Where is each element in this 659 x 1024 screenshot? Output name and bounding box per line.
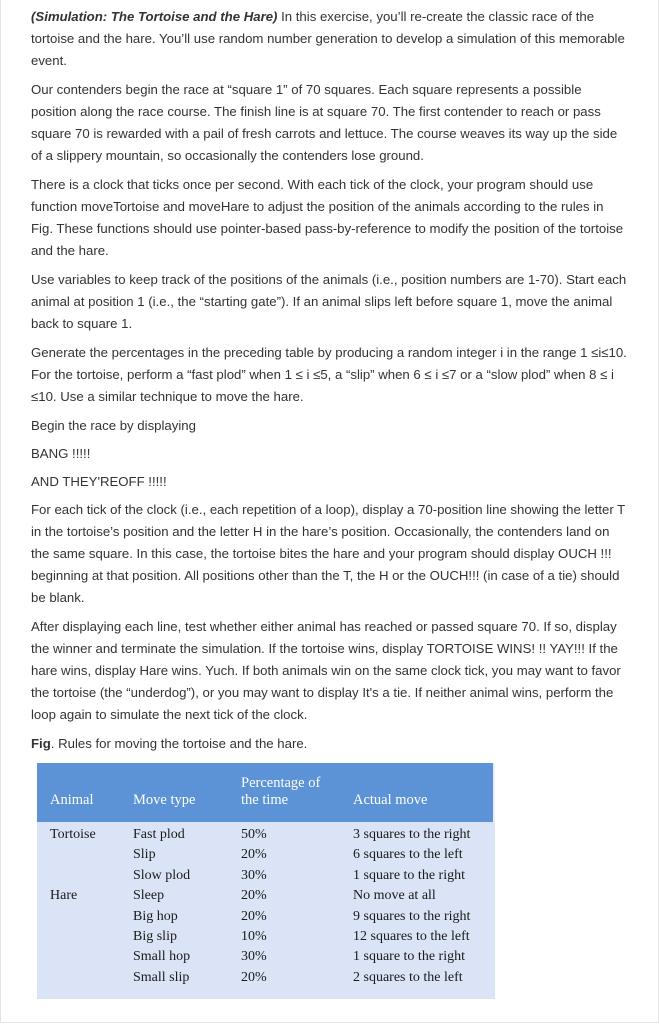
percentage-cell: 20% xyxy=(241,969,267,985)
intro-text: In this exercise, you’ll re-create the classic race of the tortoise and the hare. You’ll use random number generation to develop a simulation of this memorable event. xyxy=(31,9,625,68)
actual-move-cell: No move at all xyxy=(353,888,436,904)
header-actual-move: Actual move xyxy=(353,792,428,808)
animal-hare: Hare xyxy=(50,888,78,903)
tick-paragraph: For each tick of the clock (i.e., each repetition of a loop), display a 70-position line showing the letter T in the tortoise’s position and the letter H in the hare’s position. Occasionally, the contenders land on the same square. In this case, the tortoise bites the hare and your program should display OUCH !!! beginning at that position. All positions other than the T, the H or the OUCH!!! (in case of a tie) should be blank. xyxy=(31,502,626,605)
clock-paragraph: There is a clock that ticks once per second. With each tick of the clock, your program should use function moveTortoise and moveHare to adjust the position of the animals according to the rules in Fig. These functions should use pointer-based pass-by-reference to modify the position of the tortoise and the hare. xyxy=(31,177,624,258)
percentage-cell: 20% xyxy=(241,888,267,904)
move-type-column xyxy=(133,825,190,988)
percentages-paragraph: Generate the percentages in the preceding table by producing a random integer i in the range 1 ≤i≤10. For the tortoise, perform a “fast plod” when 1 ≤ i ≤5, a “slip” when 6 ≤ i ≤7 or a “slow plod” when 8 ≤ i ≤10. Use a similar technique to move the hare. xyxy=(31,345,627,404)
intro-paragraph xyxy=(31,6,629,72)
percentage-cell: 10% xyxy=(241,929,267,945)
actual-move-column xyxy=(353,825,470,988)
exercise-title: (Simulation: The Tortoise and the Hare) xyxy=(31,9,278,24)
move-type-cell: Slip xyxy=(133,847,156,863)
actual-move-cell: 12 squares to the left xyxy=(353,929,470,945)
header-move-type: Move type xyxy=(133,792,196,808)
header-percentage-line1: Percentage of xyxy=(241,775,321,791)
exercise-text xyxy=(31,6,629,762)
percentage-cell: 20% xyxy=(241,908,267,924)
winner-paragraph: After displaying each line, test whether either animal has reached or passed square 70. If so, display the winner and terminate the simulation. If the tortoise wins, display TORTOISE WINS! !! YAY!!! If the hare wins, display Hare wins. Yuch. If both animals win on the same clock tick, you may want to favor the tortoise (the “underdog”), or you may want to display It's a tie. If neither animal wins, perform the loop again to simulate the next tick of the clock. xyxy=(31,619,621,722)
percentage-column xyxy=(241,825,267,988)
percentage-cell: 30% xyxy=(241,949,267,965)
move-type-cell: Big slip xyxy=(133,929,177,945)
animal-tortoise: Tortoise xyxy=(50,827,96,842)
percentage-cell: 50% xyxy=(241,827,267,842)
bang-text: BANG !!!!! xyxy=(31,446,91,461)
actual-move-cell: 6 squares to the left xyxy=(353,847,463,863)
move-type-cell: Slow plod xyxy=(133,867,191,883)
race-setup-paragraph: Our contenders begin the race at “square 1” of 70 squares. Each square represents a possible position along the race course. The finish line is at square 70. The first contender to reach or pass square 70 is rewarded with a pail of fresh carrots and lettuce. The course weaves its way up the side of a slippery mountain, so occasionally the contenders lose ground. xyxy=(31,82,618,163)
actual-move-cell: 9 squares to the right xyxy=(353,908,471,924)
move-type-cell: Small slip xyxy=(133,969,190,985)
actual-move-cell: 3 squares to the right xyxy=(353,827,471,842)
actual-move-cell: 2 squares to the left xyxy=(353,969,463,985)
figure-label: Fig xyxy=(31,736,51,751)
move-type-cell: Small hop xyxy=(133,949,191,965)
move-type-cell: Big hop xyxy=(133,908,178,924)
rules-table xyxy=(37,763,495,999)
move-type-cell: Sleep xyxy=(133,888,165,904)
move-type-cell: Fast plod xyxy=(133,827,185,842)
actual-move-cell: 1 square to the right xyxy=(353,949,465,965)
position-paragraph: Use variables to keep track of the positions of the animals (i.e., position numbers are 1-70). Start each animal at position 1 (i.e., the “starting gate”). If an animal slips left before square 1, move the animal back to square 1. xyxy=(31,272,627,331)
figure-caption-text: . Rules for moving the tortoise and the hare. xyxy=(50,736,308,751)
actual-move-cell: 1 square to the right xyxy=(353,867,465,883)
begin-race-paragraph: Begin the race by displaying xyxy=(31,418,196,433)
header-percentage-line2: the time xyxy=(241,792,289,808)
figure-caption xyxy=(31,733,629,755)
header-animal: Animal xyxy=(50,792,94,808)
percentage-cell: 30% xyxy=(241,867,267,883)
rules-table-header xyxy=(37,763,495,822)
percentage-cell: 20% xyxy=(241,847,267,863)
theyre-off-text: AND THEY'REOFF !!!!! xyxy=(31,474,167,489)
